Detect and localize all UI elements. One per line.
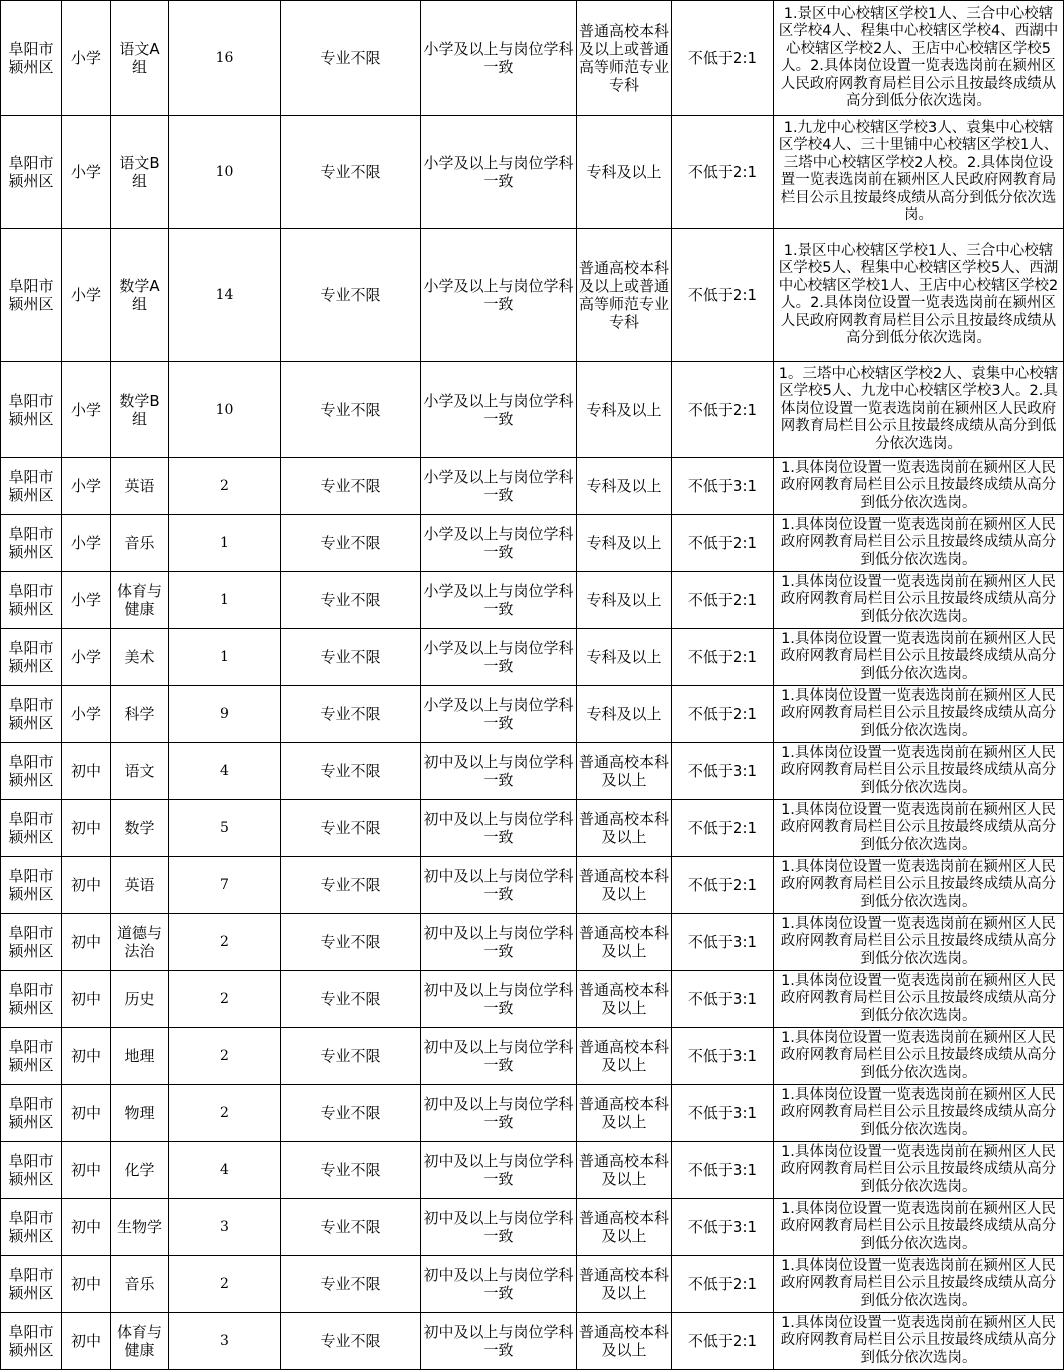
cell-subject: 英语 (111, 458, 169, 515)
table-row (1, 629, 1064, 686)
table-row (1, 572, 1064, 629)
cell-hiring-count: 1 (169, 629, 281, 686)
cell-subject: 数学 (111, 800, 169, 857)
table-row (1, 1085, 1064, 1142)
cell-area: 阜阳市颍州区 (1, 1313, 62, 1370)
cell-major: 专业不限 (281, 1028, 421, 1085)
cell-school-level: 小学 (62, 362, 111, 458)
cell-notes: 1。三塔中心校辖区学校2人、袁集中心校辖区学校5人、九龙中心校辖区学校3人。2.具体岗位设置一览表选岗前在颍州区人民政府网教育局栏目公示且按最终成绩从高分到低分依次选岗。 (774, 362, 1064, 458)
cell-major: 专业不限 (281, 1142, 421, 1199)
cell-hiring-count: 2 (169, 1085, 281, 1142)
cell-hiring-count: 3 (169, 1199, 281, 1256)
cell-exam-ratio: 不低于2:1 (672, 857, 774, 914)
cell-major: 专业不限 (281, 857, 421, 914)
cell-subject: 体育与健康 (111, 1313, 169, 1370)
cell-notes: 1.具体岗位设置一览表选岗前在颍州区人民政府网教育局栏目公示且按最终成绩从高分到低分依次选岗。 (774, 743, 1064, 800)
cell-area: 阜阳市颍州区 (1, 1256, 62, 1313)
cell-area: 阜阳市颍州区 (1, 1085, 62, 1142)
cell-hiring-count: 3 (169, 1313, 281, 1370)
cell-education: 普通高校本科及以上 (577, 800, 672, 857)
cell-exam-ratio: 不低于3:1 (672, 971, 774, 1028)
cell-exam-ratio: 不低于2:1 (672, 362, 774, 458)
cell-school-level: 初中 (62, 971, 111, 1028)
cell-hiring-count: 4 (169, 743, 281, 800)
cell-subject: 数学A组 (111, 229, 169, 362)
cell-exam-ratio: 不低于3:1 (672, 743, 774, 800)
cell-major: 专业不限 (281, 743, 421, 800)
table-row (1, 116, 1064, 229)
cell-notes: 1.具体岗位设置一览表选岗前在颍州区人民政府网教育局栏目公示且按最终成绩从高分到低分依次选岗。 (774, 1256, 1064, 1313)
cell-teacher-qualification: 小学及以上与岗位学科一致 (421, 458, 577, 515)
cell-hiring-count: 2 (169, 1256, 281, 1313)
cell-subject: 数学B组 (111, 362, 169, 458)
cell-exam-ratio: 不低于2:1 (672, 1313, 774, 1370)
cell-school-level: 初中 (62, 1142, 111, 1199)
table-row (1, 229, 1064, 362)
cell-hiring-count: 4 (169, 1142, 281, 1199)
cell-major: 专业不限 (281, 1199, 421, 1256)
table-row (1, 914, 1064, 971)
cell-school-level: 初中 (62, 743, 111, 800)
cell-education: 普通高校本科及以上 (577, 1313, 672, 1370)
cell-school-level: 初中 (62, 1256, 111, 1313)
cell-hiring-count: 14 (169, 229, 281, 362)
cell-major: 专业不限 (281, 458, 421, 515)
table-row (1, 1199, 1064, 1256)
cell-hiring-count: 9 (169, 686, 281, 743)
cell-subject: 科学 (111, 686, 169, 743)
cell-subject: 语文 (111, 743, 169, 800)
cell-major: 专业不限 (281, 572, 421, 629)
cell-education: 普通高校本科及以上 (577, 1142, 672, 1199)
cell-area: 阜阳市颍州区 (1, 572, 62, 629)
cell-school-level: 初中 (62, 1085, 111, 1142)
cell-hiring-count: 1 (169, 572, 281, 629)
cell-subject: 生物学 (111, 1199, 169, 1256)
cell-notes: 1.具体岗位设置一览表选岗前在颍州区人民政府网教育局栏目公示且按最终成绩从高分到低分依次选岗。 (774, 686, 1064, 743)
cell-area: 阜阳市颍州区 (1, 1199, 62, 1256)
cell-notes: 1.具体岗位设置一览表选岗前在颍州区人民政府网教育局栏目公示且按最终成绩从高分到低分依次选岗。 (774, 572, 1064, 629)
cell-subject: 体育与健康 (111, 572, 169, 629)
cell-hiring-count: 7 (169, 857, 281, 914)
cell-teacher-qualification: 小学及以上与岗位学科一致 (421, 515, 577, 572)
cell-hiring-count: 10 (169, 362, 281, 458)
cell-area: 阜阳市颍州区 (1, 914, 62, 971)
cell-hiring-count: 2 (169, 1028, 281, 1085)
cell-education: 普通高校本科及以上或普通高等师范专业专科 (577, 1, 672, 116)
cell-education: 普通高校本科及以上 (577, 743, 672, 800)
cell-exam-ratio: 不低于2:1 (672, 515, 774, 572)
cell-exam-ratio: 不低于3:1 (672, 1199, 774, 1256)
cell-exam-ratio: 不低于2:1 (672, 800, 774, 857)
cell-hiring-count: 2 (169, 914, 281, 971)
cell-major: 专业不限 (281, 1256, 421, 1313)
cell-area: 阜阳市颍州区 (1, 1, 62, 116)
cell-notes: 1.景区中心校辖区学校1人、三合中心校辖区学校5人、程集中心校辖区学校5人、西湖中心校辖区学校1人、王店中心校辖区学校2人。2.具体岗位设置一览表选岗前在颍州区人民政府网教育局栏目公示且按最终成绩从高分到低分依次选岗。 (774, 229, 1064, 362)
cell-area: 阜阳市颍州区 (1, 629, 62, 686)
cell-area: 阜阳市颍州区 (1, 971, 62, 1028)
cell-notes: 1.具体岗位设置一览表选岗前在颍州区人民政府网教育局栏目公示且按最终成绩从高分到低分依次选岗。 (774, 1199, 1064, 1256)
cell-notes: 1.具体岗位设置一览表选岗前在颍州区人民政府网教育局栏目公示且按最终成绩从高分到低分依次选岗。 (774, 1313, 1064, 1370)
cell-subject: 音乐 (111, 1256, 169, 1313)
cell-hiring-count: 10 (169, 116, 281, 229)
cell-teacher-qualification: 初中及以上与岗位学科一致 (421, 1199, 577, 1256)
cell-school-level: 初中 (62, 1313, 111, 1370)
cell-school-level: 小学 (62, 686, 111, 743)
cell-school-level: 小学 (62, 515, 111, 572)
cell-education: 普通高校本科及以上 (577, 857, 672, 914)
cell-exam-ratio: 不低于2:1 (672, 116, 774, 229)
cell-education: 专科及以上 (577, 629, 672, 686)
cell-notes: 1.具体岗位设置一览表选岗前在颍州区人民政府网教育局栏目公示且按最终成绩从高分到低分依次选岗。 (774, 515, 1064, 572)
cell-exam-ratio: 不低于2:1 (672, 229, 774, 362)
cell-education: 普通高校本科及以上 (577, 1028, 672, 1085)
cell-exam-ratio: 不低于3:1 (672, 1142, 774, 1199)
cell-school-level: 初中 (62, 1028, 111, 1085)
table-row (1, 971, 1064, 1028)
cell-education: 专科及以上 (577, 116, 672, 229)
cell-education: 普通高校本科及以上或普通高等师范专业专科 (577, 229, 672, 362)
cell-education: 专科及以上 (577, 686, 672, 743)
cell-subject: 道德与法治 (111, 914, 169, 971)
table-row (1, 362, 1064, 458)
cell-teacher-qualification: 小学及以上与岗位学科一致 (421, 229, 577, 362)
cell-education: 普通高校本科及以上 (577, 971, 672, 1028)
cell-teacher-qualification: 小学及以上与岗位学科一致 (421, 1, 577, 116)
table-row (1, 1142, 1064, 1199)
cell-teacher-qualification: 小学及以上与岗位学科一致 (421, 686, 577, 743)
table-row (1, 1, 1064, 116)
cell-teacher-qualification: 小学及以上与岗位学科一致 (421, 362, 577, 458)
cell-exam-ratio: 不低于2:1 (672, 572, 774, 629)
cell-school-level: 初中 (62, 914, 111, 971)
cell-subject: 音乐 (111, 515, 169, 572)
cell-teacher-qualification: 初中及以上与岗位学科一致 (421, 800, 577, 857)
cell-exam-ratio: 不低于2:1 (672, 629, 774, 686)
cell-exam-ratio: 不低于3:1 (672, 1028, 774, 1085)
table-row (1, 800, 1064, 857)
cell-exam-ratio: 不低于3:1 (672, 458, 774, 515)
cell-subject: 语文B组 (111, 116, 169, 229)
cell-area: 阜阳市颍州区 (1, 116, 62, 229)
cell-notes: 1.具体岗位设置一览表选岗前在颍州区人民政府网教育局栏目公示且按最终成绩从高分到低分依次选岗。 (774, 629, 1064, 686)
cell-teacher-qualification: 初中及以上与岗位学科一致 (421, 1256, 577, 1313)
cell-area: 阜阳市颍州区 (1, 515, 62, 572)
cell-notes: 1.具体岗位设置一览表选岗前在颍州区人民政府网教育局栏目公示且按最终成绩从高分到低分依次选岗。 (774, 800, 1064, 857)
cell-teacher-qualification: 初中及以上与岗位学科一致 (421, 971, 577, 1028)
cell-teacher-qualification: 小学及以上与岗位学科一致 (421, 572, 577, 629)
cell-education: 专科及以上 (577, 458, 672, 515)
table-row (1, 458, 1064, 515)
cell-school-level: 小学 (62, 116, 111, 229)
cell-notes: 1.具体岗位设置一览表选岗前在颍州区人民政府网教育局栏目公示且按最终成绩从高分到低分依次选岗。 (774, 1142, 1064, 1199)
cell-area: 阜阳市颍州区 (1, 686, 62, 743)
cell-subject: 历史 (111, 971, 169, 1028)
cell-subject: 物理 (111, 1085, 169, 1142)
cell-exam-ratio: 不低于2:1 (672, 1, 774, 116)
cell-major: 专业不限 (281, 971, 421, 1028)
cell-notes: 1.具体岗位设置一览表选岗前在颍州区人民政府网教育局栏目公示且按最终成绩从高分到低分依次选岗。 (774, 1028, 1064, 1085)
cell-area: 阜阳市颍州区 (1, 1142, 62, 1199)
cell-education: 专科及以上 (577, 362, 672, 458)
cell-notes: 1.具体岗位设置一览表选岗前在颍州区人民政府网教育局栏目公示且按最终成绩从高分到低分依次选岗。 (774, 857, 1064, 914)
cell-major: 专业不限 (281, 629, 421, 686)
table-row (1, 857, 1064, 914)
cell-subject: 语文A组 (111, 1, 169, 116)
cell-education: 普通高校本科及以上 (577, 1256, 672, 1313)
cell-subject: 化学 (111, 1142, 169, 1199)
cell-subject: 美术 (111, 629, 169, 686)
cell-area: 阜阳市颍州区 (1, 362, 62, 458)
cell-teacher-qualification: 初中及以上与岗位学科一致 (421, 1313, 577, 1370)
cell-teacher-qualification: 初中及以上与岗位学科一致 (421, 857, 577, 914)
cell-notes: 1.九龙中心校辖区学校3人、袁集中心校辖区学校4人、三十里铺中心校辖区学校1人、三塔中心校辖区学校2人校。2.具体岗位设置一览表选岗前在颍州区人民政府网教育局栏目公示且按最终成绩从高分到低分依次选岗。 (774, 116, 1064, 229)
table-row (1, 1256, 1064, 1313)
cell-major: 专业不限 (281, 1313, 421, 1370)
cell-teacher-qualification: 初中及以上与岗位学科一致 (421, 743, 577, 800)
cell-teacher-qualification: 初中及以上与岗位学科一致 (421, 914, 577, 971)
cell-major: 专业不限 (281, 800, 421, 857)
cell-notes: 1.具体岗位设置一览表选岗前在颍州区人民政府网教育局栏目公示且按最终成绩从高分到低分依次选岗。 (774, 914, 1064, 971)
table-row (1, 1028, 1064, 1085)
cell-education: 专科及以上 (577, 515, 672, 572)
cell-area: 阜阳市颍州区 (1, 229, 62, 362)
cell-major: 专业不限 (281, 914, 421, 971)
cell-hiring-count: 1 (169, 515, 281, 572)
cell-education: 普通高校本科及以上 (577, 914, 672, 971)
cell-major: 专业不限 (281, 116, 421, 229)
cell-teacher-qualification: 初中及以上与岗位学科一致 (421, 1142, 577, 1199)
cell-school-level: 初中 (62, 800, 111, 857)
cell-notes: 1.具体岗位设置一览表选岗前在颍州区人民政府网教育局栏目公示且按最终成绩从高分到低分依次选岗。 (774, 971, 1064, 1028)
cell-major: 专业不限 (281, 362, 421, 458)
table-row (1, 743, 1064, 800)
table-row (1, 515, 1064, 572)
cell-hiring-count: 2 (169, 458, 281, 515)
cell-exam-ratio: 不低于2:1 (672, 686, 774, 743)
cell-notes: 1.具体岗位设置一览表选岗前在颍州区人民政府网教育局栏目公示且按最终成绩从高分到低分依次选岗。 (774, 1085, 1064, 1142)
cell-area: 阜阳市颍州区 (1, 458, 62, 515)
cell-education: 普通高校本科及以上 (577, 1199, 672, 1256)
cell-school-level: 小学 (62, 458, 111, 515)
cell-hiring-count: 5 (169, 800, 281, 857)
cell-area: 阜阳市颍州区 (1, 1028, 62, 1085)
cell-subject: 英语 (111, 857, 169, 914)
cell-school-level: 小学 (62, 629, 111, 686)
cell-area: 阜阳市颍州区 (1, 743, 62, 800)
table-row (1, 1313, 1064, 1370)
cell-notes: 1.景区中心校辖区学校1人、三合中心校辖区学校4人、程集中心校辖区学校4、西湖中心校辖区学校2人、王店中心校辖区学校5人。2.具体岗位设置一览表选岗前在颍州区人民政府网教育局栏目公示且按最终成绩从高分到低分依次选岗。 (774, 1, 1064, 116)
table-body (1, 1, 1064, 1370)
cell-school-level: 初中 (62, 857, 111, 914)
cell-teacher-qualification: 小学及以上与岗位学科一致 (421, 629, 577, 686)
cell-education: 普通高校本科及以上 (577, 1085, 672, 1142)
cell-hiring-count: 2 (169, 971, 281, 1028)
cell-teacher-qualification: 初中及以上与岗位学科一致 (421, 1085, 577, 1142)
cell-major: 专业不限 (281, 1085, 421, 1142)
cell-school-level: 小学 (62, 1, 111, 116)
cell-major: 专业不限 (281, 1, 421, 116)
cell-exam-ratio: 不低于2:1 (672, 1256, 774, 1313)
cell-teacher-qualification: 初中及以上与岗位学科一致 (421, 1028, 577, 1085)
cell-school-level: 小学 (62, 572, 111, 629)
table-row (1, 686, 1064, 743)
cell-major: 专业不限 (281, 686, 421, 743)
cell-area: 阜阳市颍州区 (1, 800, 62, 857)
cell-hiring-count: 16 (169, 1, 281, 116)
cell-subject: 地理 (111, 1028, 169, 1085)
cell-exam-ratio: 不低于3:1 (672, 1085, 774, 1142)
cell-education: 专科及以上 (577, 572, 672, 629)
cell-major: 专业不限 (281, 515, 421, 572)
cell-exam-ratio: 不低于3:1 (672, 914, 774, 971)
cell-area: 阜阳市颍州区 (1, 857, 62, 914)
cell-notes: 1.具体岗位设置一览表选岗前在颍州区人民政府网教育局栏目公示且按最终成绩从高分到低分依次选岗。 (774, 458, 1064, 515)
cell-teacher-qualification: 小学及以上与岗位学科一致 (421, 116, 577, 229)
cell-school-level: 初中 (62, 1199, 111, 1256)
cell-major: 专业不限 (281, 229, 421, 362)
cell-school-level: 小学 (62, 229, 111, 362)
